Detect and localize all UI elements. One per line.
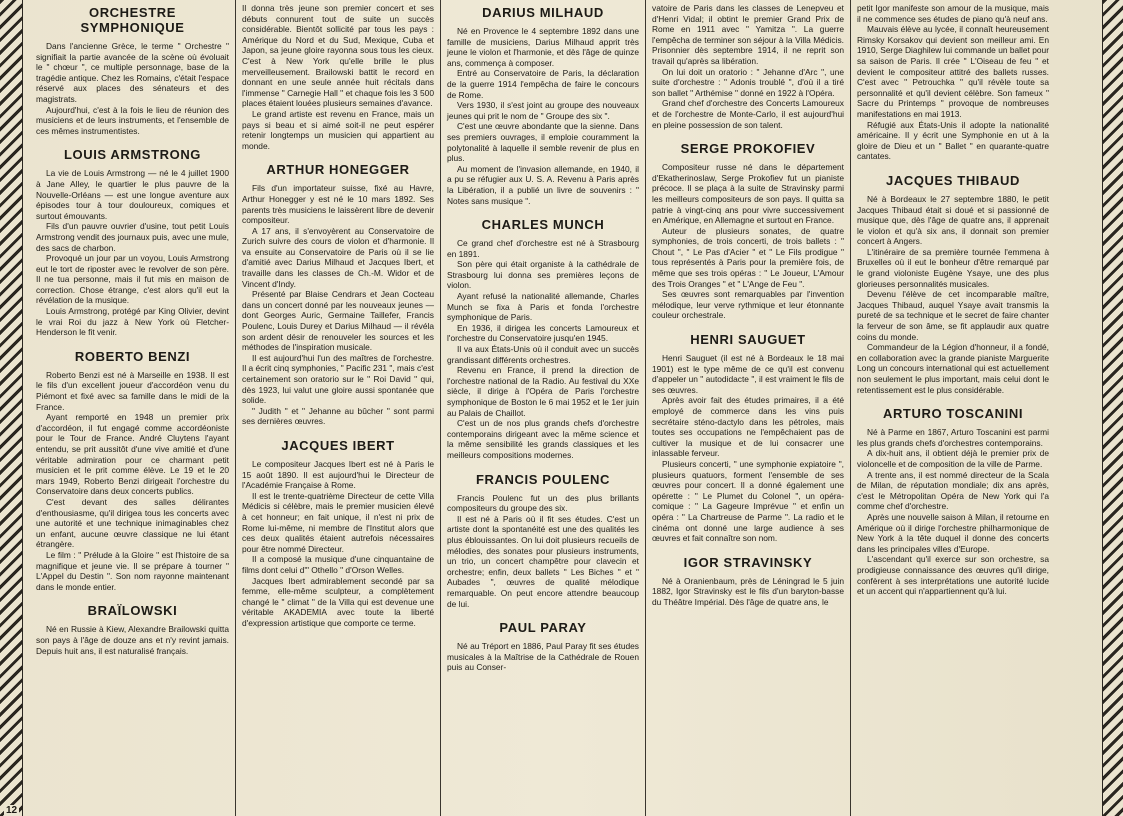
section-paragraph: petit Igor manifeste son amour de la musique, mais il ne commence ses études de piano qu'à neuf ans. (857, 3, 1049, 24)
section-paragraph: Provoqué un jour par un voyou, Louis Armstrong eut le tort de riposter avec le revolver de son père. Il ne tua personne, mais il fut mis en maison de correction. Chose étrange, c'est alors qu'il eut la révélation de la musique. (36, 253, 229, 306)
section-paragraph: Compositeur russe né dans le département d'Ekatherinoslaw, Serge Prokofiev fut un pianiste précoce. Il se plaça à la suite de Stravinsky parmi les meilleurs compositeurs de son pays. Il quitta sa patrie à vingt-cinq ans pour vivre successivement en Amérique, en Allemagne et surtout en France. (652, 162, 844, 226)
section-paragraph: Vers 1930, il s'est joint au groupe des nouveaux jeunes qui prit le nom de " Groupe des six ". (447, 100, 639, 121)
page-number: 12 (6, 805, 18, 816)
section-paragraph: Il a composé la musique d'une cinquantaine de films dont celui d'" Othello " d'Orson Welles. (242, 554, 434, 575)
section-paragraph: Revenu en France, il prend la direction de l'orchestre national de la Radio. Au festival du XXe siècle, il dirige à l'Opéra de Paris l'orchestre symphonique de Boston le 6 mai 1952 et le 1er juin au Palais de Chaillot. (447, 365, 639, 418)
section-paragraph: L'itinéraire de sa première tournée l'emmena à Bruxelles où il eut le bonheur d'être remarqué par le grand violoniste Eugène Ysaye, une des plus glorieuses personnalités musicales. (857, 246, 1049, 289)
section-paragraph: Ayant refusé la nationalité allemande, Charles Munch se fixa à Paris et fonda l'orchestre symphonique de Paris. (447, 291, 639, 323)
section-paragraph: Le film : " Prélude à la Gloire " est l'histoire de sa magnifique et jeune vie. Il se prépare à tourner " L'Appel du Destin ". Son nom rayonne maintenant dans le monde entier. (36, 549, 229, 592)
section-title: ROBERTO BENZI (74, 348, 191, 364)
article-columns (30, 0, 1098, 816)
section-title: DARIUS MILHAUD (482, 5, 604, 20)
section-paragraph: Mauvais élève au lycée, il connaît heureusement Rimsky Korsakov qui devient son meilleur ami. En 1910, Serge Diaghilew lui commande un ballet pour sa saison de Paris. Il crée " L'Oiseau de feu " et devient le compositeur attitré des ballets russes. C'est avec " Petrouchka " qu'il révèle toute sa personnalité et qu'il devient célèbre. Son fameux " Sacre du Printemps " provoque de nombreuses manifestations en mai 1913. (857, 24, 1049, 119)
section-paragraph: Il est aujourd'hui l'un des maîtres de l'orchestre. Il a écrit cinq symphonies, " Pacific 231 ", mais c'est certainement son oratorio sur le " Roi David " qui, dès 1923, lui valut une gloire aussi spontanée que solide. (242, 352, 434, 406)
section-paragraph: C'est devant des salles délirantes d'enthousiasme, qu'il dirigea tous les concerts avec une autorité et une technique inimaginables chez un enfant, aucune œuvre classique ne lui étant étrangère. (36, 496, 229, 550)
section-title: JACQUES IBERT (281, 437, 395, 453)
section-paragraph: Né en Provence le 4 septembre 1892 dans une famille de musiciens, Darius Milhaud apprit très jeune le violon et l'harmonie, et dès l'âge de quinze ans, commença à composer. (447, 26, 639, 68)
section-paragraph: Présenté par Blaise Cendrars et Jean Cocteau dans un concert donné par les nouveaux jeunes — dont Georges Auric, Germaine Taillefer, Francis Poulenc, Louis Durey et Darius Milhaud — il révéla son ardent désir de renouveler les sources et les méthodes de l'inspiration musicale. (242, 289, 434, 353)
section-title: BRAÏLOWSKI (87, 603, 178, 619)
section-paragraph: Il donna très jeune son premier concert et ses débuts connurent tout de suite un succès considérable. Bientôt sollicité par tous les pays : Amérique du Nord et du Sud, Mexique, Cuba et Japon, sa jeune gloire rayonna sous tous les cieux. C'est à New York qu'elle brille le plus merveilleusement. Brailowski battit le record en donnant en une seule année huit récitals dans l'immense " Carnegie Hall " et chaque fois les 3 500 places étaient louées plusieurs semaines d'avance. (242, 3, 434, 109)
section-paragraph: Ce grand chef d'orchestre est né à Strasbourg en 1891. (447, 238, 639, 259)
column-5 (850, 0, 1055, 816)
section-paragraph: Né à Oranienbaum, près de Léningrad le 5 juin 1882, Igor Stravinsky est le fils d'un baryton-basse du Théâtre Impérial. Dès l'âge de quatre ans, le (652, 575, 844, 607)
section-paragraph: C'est un de nos plus grands chefs d'orchestre contemporains dirigeant avec la même science et la même sensibilité les grands classiques et les meilleurs compositions modernes. (447, 418, 639, 460)
section-title: LOUIS ARMSTRONG (63, 147, 202, 163)
section-paragraph: Né à Parme en 1867, Arturo Toscanini est parmi les plus grands chefs d'orchestres contemporains. (857, 427, 1049, 448)
section-paragraph: Né en Russie à Kiew, Alexandre Brailowski quitta son pays à l'âge de douze ans et n'y revint jamais. Depuis huit ans, il est naturalisé français. (36, 624, 229, 656)
section-title: JACQUES THIBAUD (886, 172, 1020, 188)
section-title: ORCHESTRE SYMPHONIQUE (80, 5, 185, 35)
section-paragraph: L'ascendant qu'il exerce sur son orchestre, sa prodigieuse connaissance des œuvres qu'il dirige, confèrent à ses interprétations une autorité lucide et un accent qui n'appartiennent qu'à lui. (857, 554, 1049, 597)
section-paragraph: Francis Poulenc fut un des plus brillants compositeurs du groupe des six. (447, 492, 639, 514)
section-paragraph: Devenu l'élève de cet incomparable maître, Jacques Thibaud, auquel Ysaye avait transmis la pureté de sa technique et le secret de faire chanter la ferveur de son âme, se fit applaudir aux quatre coins du monde. (857, 289, 1049, 342)
section-paragraph: A 17 ans, il s'envoyèrent au Conservatoire de Zurich suivre des cours de violon et d'harmonie. Il va ensuite au Conservatoire de Paris où il se lie d'amitié avec Darius Milhaud et Jacques Ibert, et travaille dans les classes de Ch.-M. Widor et de Vincent d'Indy. (242, 225, 434, 289)
column-2 (235, 0, 440, 816)
section-paragraph: C'est une œuvre abondante que la sienne. Dans ses premiers ouvrages, il emploie couramment la polytonalité à laquelle il semble revenir de plus en plus. (447, 121, 639, 164)
right-zigzag-border (1102, 0, 1123, 816)
section-paragraph: Louis Armstrong, protégé par King Olivier, devint le vrai Roi du jazz à New York où Fletcher-Henderson le fit venir. (36, 306, 229, 338)
section-paragraph: Né à Bordeaux le 27 septembre 1880, le petit Jacques Thibaud était si doué et si passionné de musique que, dès l'âge de quatre ans, il apprenait le violon et qu'à six ans, il donnait son premier concert à Angers. (857, 193, 1049, 247)
section-paragraph: La vie de Louis Armstrong — né le 4 juillet 1900 à Jane Alley, le quartier le plus pauvre de la Nouvelle-Orléans — est une longue aventure aux épisodes tour à tour douloureux, comiques et surtout émouvants. (36, 168, 229, 221)
section-paragraph: Il est né à Paris où il fit ses études. C'est un artiste dont la spontanéité est une des qualités les plus éblouissantes. On lui doit plusieurs recueils de mélodies, des sonates pour plusieurs instruments, un trio, un concert champêtre pour clavecin et orchestre; enfin, deux ballets " Les Biches " et " Aubades ", œuvres de qualité mélodique remarquable. On peut encore attendre beaucoup de lui. (447, 513, 639, 609)
section-paragraph: Né au Tréport en 1886, Paul Paray fit ses études musicales à la Maîtrise de la Cathédrale de Rouen puis au Conser- (447, 641, 639, 673)
section-paragraph: Grand chef d'orchestre des Concerts Lamoureux et de l'orchestre de Monte-Carlo, il est aujourd'hui en pleine possession de son talent. (652, 98, 844, 130)
section-paragraph: Après une nouvelle saison à Milan, il retourne en Amérique où il dirige l'orchestre philharmonique de New York à la tête duquel il donne des concerts dans les principales villes d'Europe. (857, 511, 1049, 554)
column-1 (30, 0, 235, 816)
section-paragraph: Ses œuvres sont remarquables par l'invention mélodique, leur verve rythmique et leur étonnante couleur orchestrale. (652, 289, 844, 321)
section-paragraph: vatoire de Paris dans les classes de Lenepveu et d'Henri Vidal; il obtint le premier Grand Prix de Rome en 1911 avec " Yamitza ". La guerre l'empêcha de terminer son séjour à la Villa Médicis. Prisonnier dès septembre 1914, il ne reprit son travail qu'après sa libération. (652, 3, 844, 66)
section-paragraph: Au moment de l'invasion allemande, en 1940, il a pu se réfugier aux U. S. A. Revenu à Paris après la Libération, il a publié un livre de souvenirs : " Notes sans musique ". (447, 163, 639, 206)
section-paragraph: Le compositeur Jacques Ibert est né à Paris le 15 août 1890. Il est aujourd'hui le Directeur de l'Académie Française à Rome. (242, 458, 434, 491)
section-paragraph: Auteur de plusieurs sonates, de quatre symphonies, de trois concerti, de trois ballets : " Chout ", " Le Pas d'Acier " et " Le Fils prodigue " tous représentés à Paris pour la première fois, de même que ses trois opéras : " Le Joueur, L'Amour des Trois Oranges " et " L'Ange de Feu ". (652, 225, 844, 289)
section-paragraph: Réfugié aux États-Unis il adopte la nationalité américaine. Il y écrit une Symphonie en ut à la gloire de Dieu et un " Ballet " en quarante-quatre cantates. (857, 119, 1049, 162)
section-paragraph: A trente ans, il est nommé directeur de la Scala de Milan, de réputation mondiale; dix ans après, c'est le Métropolitan Opéra de New York qui l'a comme chef d'orchestre. (857, 469, 1049, 512)
section-paragraph: Son père qui était organiste à la cathédrale de Strasbourg lui donna ses premières leçons de violon. (447, 259, 639, 291)
section-paragraph: Il va aux États-Unis où il conduit avec un succès grandissant différents orchestres. (447, 344, 639, 365)
section-title: IGOR STRAVINSKY (683, 554, 813, 570)
section-title: PAUL PARAY (499, 620, 587, 636)
section-paragraph: Henri Sauguet (il est né à Bordeaux le 18 mai 1901) est le type même de ce qu'il est convenu d'appeler un " autodidacte ", il est vraiment le fils de ses œuvres. (652, 353, 844, 395)
section-title: CHARLES MUNCH (481, 217, 605, 233)
section-paragraph: Le grand artiste est revenu en France, mais un pays si beau et si aimé soit-il ne peut espérer retenir longtemps un musicien qui appartient au monde. (242, 108, 434, 151)
section-title: HENRI SAUGUET (690, 332, 806, 348)
section-paragraph: Fils d'un importateur suisse, fixé au Havre, Arthur Honegger y est né le 10 mars 1892. Ses parents très musiciens le laissèrent libre de devenir compositeur. (242, 183, 434, 226)
section-title: ARTHUR HONEGGER (266, 162, 410, 178)
section-paragraph: Après avoir fait des études primaires, il a été employé de commerce dans les vins puis secrétaire sténo-dactylo dans les pétroles, mais toutes ses occupations ne l'empêchaient pas de cultiver la musique et de lui consacrer une inlassable ferveur. (652, 395, 844, 459)
section-title: FRANCIS POULENC (476, 471, 610, 487)
section-paragraph: On lui doit un oratorio : " Jehanne d'Arc ", une suite d'orchestre : " Adonis troublé ", d'où il a tiré son ballet " Arthémise " donné en 1922 à l'Opéra. (652, 66, 844, 98)
section-paragraph: A dix-huit ans, il obtient déjà le premier prix de violoncelle et de composition de la ville de Parme. (857, 448, 1049, 469)
section-paragraph: " Judith " et " Jehanne au bûcher " sont parmi ses dernières œuvres. (242, 405, 434, 427)
section-paragraph: Ayant remporté en 1948 un premier prix d'accordéon, il fut engagé comme accordéoniste pour le Tour de France. André Cluytens l'ayant entendu, se prit aussitôt d'une vive amitié et d'une véritable admiration pour ce charmant petit musicien et le prit comme élève. Le 19 et le 20 mars 1949, Roberto Benzi dirigeait l'orchestre du Conservatoire dans deux concerts publics. (36, 412, 229, 497)
section-paragraph: Plusieurs concerti, " une symphonie expiatoire ", plusieurs quatuors, forment l'ensemble de ses œuvres pour concert. Il a donné également une opérette : " Le Plumet du Colonel ", un opéra-comique : " La Gageure Imprévue " et enfin un opéra : " La Chartreuse de Parme ". La radio et le cinéma ont donné une large audience à ses œuvres et fait connaître son nom. (652, 458, 844, 544)
section-paragraph: Jacques Ibert admirablement secondé par sa femme, elle-même sculpteur, a complètement changé le " climat " de la Villa qui est devenue une véritable AKADEMIA avec toute la liberté d'expression artistique que comporte ce terme. (242, 575, 434, 628)
section-paragraph: En 1936, il dirigea les concerts Lamoureux et l'orchestre du Conservatoire jusqu'en 1945. (447, 322, 639, 344)
section-paragraph: Entré au Conservatoire de Paris, la déclaration de la guerre 1914 l'empêcha de faire le concours de Rome. (447, 68, 639, 100)
column-3 (440, 0, 645, 816)
section-title: SERGE PROKOFIEV (680, 141, 816, 157)
section-paragraph: Aujourd'hui, c'est à la fois le lieu de réunion des musiciens et de leurs instruments, et l'ensemble de ces mêmes instrumentistes. (36, 104, 229, 136)
section-title: ARTURO TOSCANINI (882, 406, 1024, 422)
left-zigzag-border (0, 0, 23, 816)
section-paragraph: Fils d'un pauvre ouvrier d'usine, tout petit Louis Armstrong vendit des journaux puis, avec une mule, des sacs de charbon. (36, 221, 229, 253)
section-paragraph: Roberto Benzi est né à Marseille en 1938. Il est le fils d'un excellent joueur d'accordéon venu du Piémont et fixé avec sa famille dans le midi de la France. (36, 369, 229, 412)
column-4 (645, 0, 850, 816)
section-paragraph: Il est le trente-quatrième Directeur de cette Villa Médicis si célèbre, mais le premier musicien élevé à cet honneur; en fait unique, il n'est ni prix de Rome lui-même, ni membre de l'Institut alors que ces deux qualités étaient autrefois nécessaires pour être nommé Directeur. (242, 490, 434, 554)
section-paragraph: Commandeur de la Légion d'honneur, il a fondé, en collaboration avec la grande pianiste Marguerite Long un concours international qui est actuellement non seulement le plus important, mais celui dont le retentissement est le plus considérable. (857, 342, 1049, 395)
section-paragraph: Dans l'ancienne Grèce, le terme " Orchestre " signifiait la partie avancée de la scène où évoluait le " chœur ", ce multiple personnage, base de la tragédie antique. Chez les Romains, c'était l'espace réservé aux places des sénateurs et des magistrats. (36, 41, 229, 104)
